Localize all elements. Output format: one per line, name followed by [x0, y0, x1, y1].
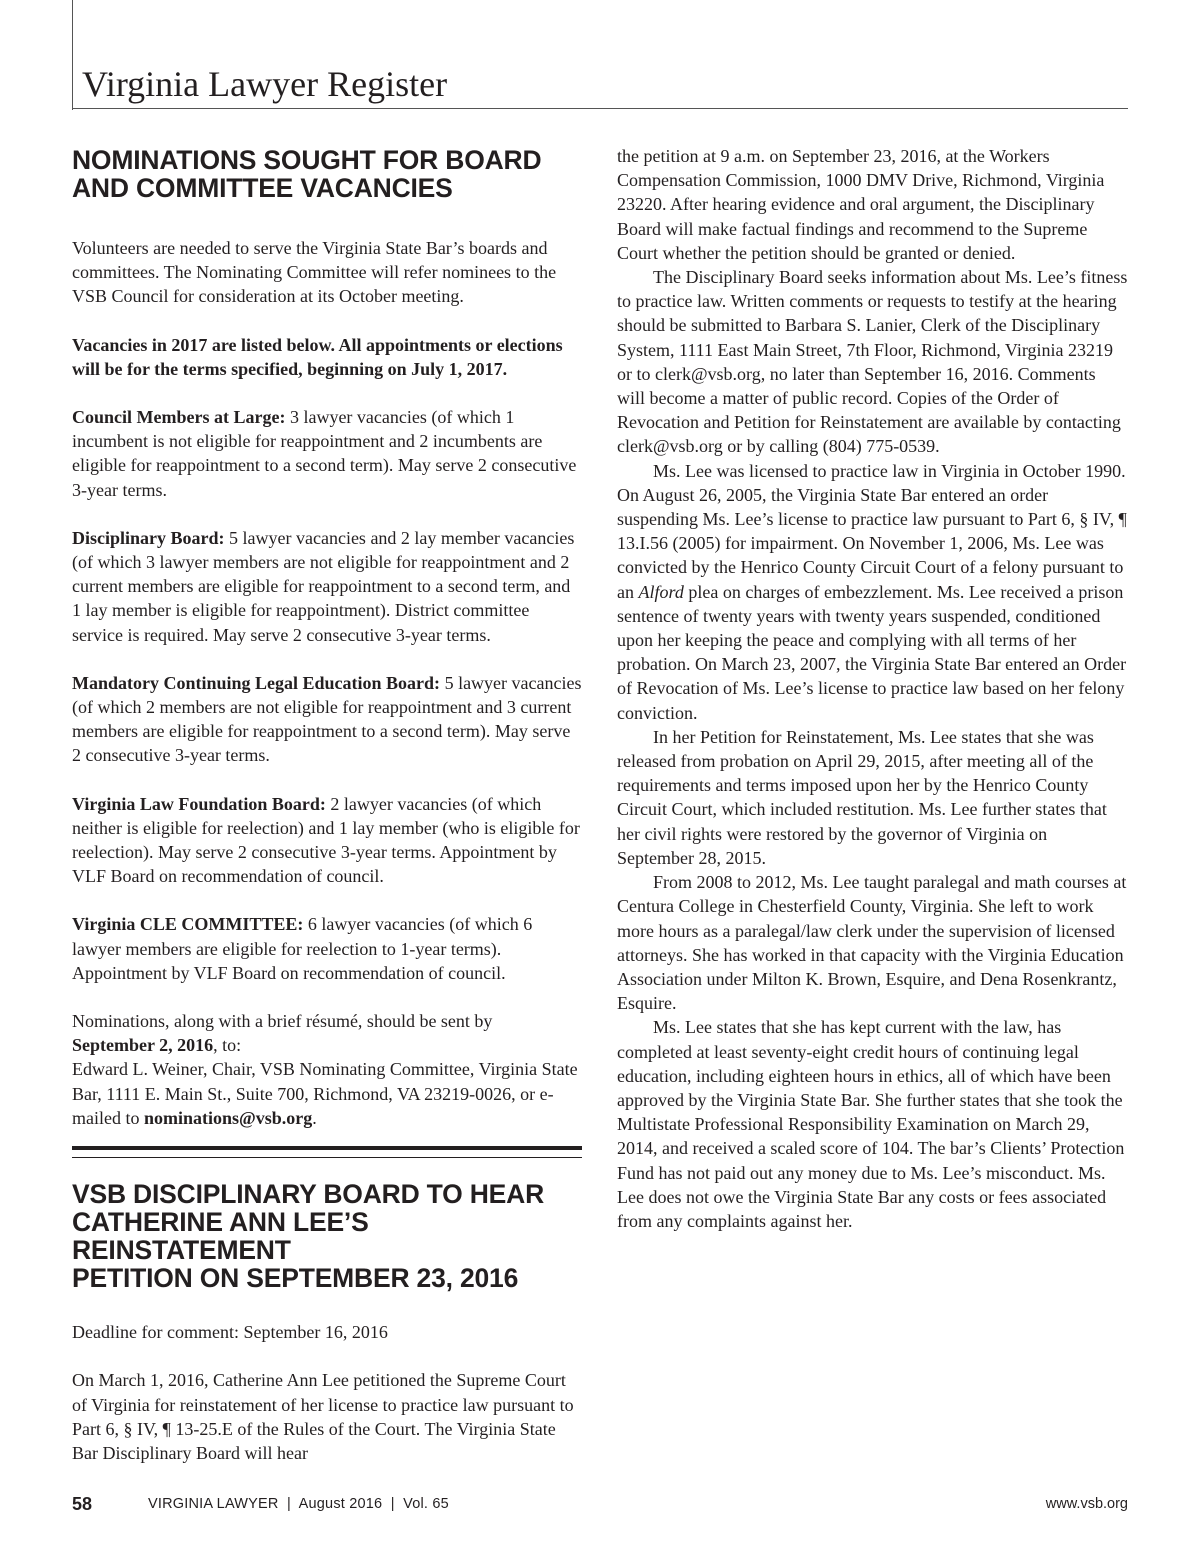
history-text-b: plea on charges of embezzlement. Ms. Lee received a prison sentence of twenty years with twenty years suspended, conditioned upon her keeping the peace and complying with all terms of her probation. On March 23, 2007, the Virginia State Bar entered an Order of Revocation of Ms. Lee’s license to practice law based on her felony conviction.	[617, 581, 1127, 723]
disciplinary-headline-line3: PETITION ON SEPTEMBER 23, 2016	[72, 1263, 519, 1294]
vacancy-label: Virginia Law Foundation Board:	[72, 793, 326, 814]
nominations-headline-line2: AND COMMITTEE VACANCIES	[72, 173, 453, 203]
send-date: September 2, 2016	[72, 1035, 214, 1056]
send-intro: Nominations, along with a brief résumé, should be sent by	[72, 1011, 493, 1032]
header-vertical-rule	[72, 0, 73, 110]
vacancy-cle-committee	[72, 912, 582, 985]
vacancy-text: 3 lawyer vacancies (of which 1 incumbent is not eligible for reappointment and 2 incumbents are eligible for reappointment to a second term). May serve 2 consecutive 3-year terms.	[72, 407, 577, 500]
vacancy-text: 6 lawyer vacancies (of which 6 lawyer members are eligible for reelection to 1-year terms). Appointment by VLF Board on recommendation of council.	[72, 914, 533, 983]
vacancy-disciplinary-board	[72, 526, 582, 647]
nominations-send-info	[72, 1009, 582, 1130]
nominations-headline-line1: NOMINATIONS SOUGHT FOR BOARD	[72, 145, 542, 175]
comments-paragraph: The Disciplinary Board seeks information about Ms. Lee’s fitness to practice law. Written comments or requests to testify at the hearing should be submitted to Barbara S. Lanier, Clerk of the Disciplinary System, 1111 East Main Street, 7th Floor, Richmond, Virginia 23219 or to clerk@vsb.org, no later than September 16, 2016. Comments will become a matter of public record. Copies of the Order of Revocation and Petition for Reinstatement are available by contacting clerk@vsb.org or by calling (804) 775-0539.	[617, 267, 1128, 457]
right-column	[617, 144, 1128, 1233]
history-paragraph	[617, 459, 1128, 725]
petition-paragraph-start: On March 1, 2016, Catherine Ann Lee petitioned the Supreme Court of Virginia for reinstatement of her license to practice law pursuant to Part 6, § IV, ¶ 13-25.E of the Rules of the Court. The Virginia State Bar Disciplinary Board will hear	[72, 1370, 574, 1463]
comment-deadline: Deadline for comment: September 16, 2016	[72, 1322, 388, 1343]
vacancy-label: Disciplinary Board:	[72, 527, 225, 548]
magazine-info: VIRGINIA LAWYER | August 2016 | Vol. 65	[148, 1496, 449, 1512]
history-text-a: Ms. Lee was licensed to practice law in Virginia in October 1990. On August 26, 2005, the Virginia State Bar entered an order suspending Ms. Lee’s license to practice law pursuant to Part 6, § IV, ¶ 13.I.56 (2005) for impairment. On November 1, 2006, Ms. Lee was convicted by the Henrico County Circuit Court of a felony pursuant to an	[617, 460, 1127, 602]
vacancy-vlf-board	[72, 792, 582, 889]
website-url[interactable]: www.vsb.org	[1045, 1496, 1128, 1512]
vacancy-mcle-board	[72, 671, 582, 768]
vacancy-label: Virginia CLE COMMITTEE:	[72, 914, 304, 935]
vacancies-note: Vacancies in 2017 are listed below. All appointments or elections will be for the terms specified, beginning on July 1, 2017.	[72, 334, 563, 379]
disciplinary-headline-line1: VSB DISCIPLINARY BOARD TO HEAR	[72, 1179, 545, 1210]
petition-paragraph-continued: the petition at 9 a.m. on September 23, 2016, at the Workers Compensation Commission, 1000 DMV Drive, Richmond, Virginia 23220. After hearing evidence and oral argument, the Disciplinary Board will make factual findings and recommend to the Supreme Court whether the petition should be granted or denied.	[617, 146, 1105, 263]
employment-paragraph: From 2008 to 2012, Ms. Lee taught paralegal and math courses at Centura College in Chesterfield County, Virginia. She left to work more hours as a paralegal/law clerk under the supervision of licensed attorneys. She has worked in that capacity with the Virginia Education Association under Milton K. Brown, Esquire, and Dena Rosenkrantz, Esquire.	[617, 872, 1127, 1014]
disciplinary-headline	[72, 1180, 582, 1292]
vacancy-text: 5 lawyer vacancies and 2 lay member vacancies (of which 3 lawyer members are not eligible for reappointment and 2 current members are eligible for reappointment to a second term, and 1 lay member is eligible for reappointment). District committee service is required. May serve 2 consecutive 3-year terms.	[72, 527, 575, 645]
page-number: 58	[72, 1494, 93, 1514]
header-horizontal-rule	[72, 108, 1128, 109]
vacancy-label: Mandatory Continuing Legal Education Board:	[72, 672, 441, 693]
reinstatement-paragraph: In her Petition for Reinstatement, Ms. Lee states that she was released from probation on April 29, 2015, after meeting all of the requirements and terms imposed upon her by the Henrico County Circuit Court, which included restitution. Ms. Lee further states that her civil rights were restored by the governor of Virginia on September 28, 2015.	[617, 726, 1107, 868]
vacancy-text: 2 lawyer vacancies (of which neither is eligible for reelection) and 1 lay member (who is eligible for reelection). May serve 2 consecutive 3-year terms. Appointment by VLF Board on recommendation of council.	[72, 793, 580, 887]
left-column	[72, 146, 582, 1465]
history-alford: Alford	[638, 581, 684, 602]
section-header-title: Virginia Lawyer Register	[82, 64, 448, 104]
vacancy-text: 5 lawyer vacancies (of which 2 members are not eligible for reappointment and 3 current members are eligible for reappointment to a second term). May serve 2 consecutive 3-year terms.	[72, 672, 582, 766]
send-to: , to:	[213, 1035, 242, 1056]
vacancy-label: Council Members at Large:	[72, 407, 286, 428]
send-address: Edward L. Weiner, Chair, VSB Nominating Committee, Virginia State Bar, 1111 E. Main St., Suite 700, Richmond, VA 23219-0026, or e-mailed to	[72, 1059, 578, 1128]
nominations-intro: Volunteers are needed to serve the Virginia State Bar’s boards and committees. The Nominating Committee will refer nominees to the VSB Council for consideration at its October meeting.	[72, 238, 557, 307]
disciplinary-headline-line2: CATHERINE ANN LEE’S REINSTATEMENT	[72, 1207, 369, 1266]
nominations-headline	[72, 146, 582, 202]
section-divider	[72, 1146, 582, 1158]
nominations-email-link[interactable]: nominations@vsb.org	[143, 1107, 313, 1128]
send-period: .	[312, 1107, 317, 1128]
education-paragraph: Ms. Lee states that she has kept current with the law, has completed at least seventy-eight credit hours of continuing legal education, including eighteen hours in ethics, all of which have been approved by the Virginia State Bar. She further states that she took the Multistate Professional Responsibility Examination on March 29, 2014, and received a scaled score of 104. The bar’s Clients’ Protection Fund has not paid out any money due to Ms. Lee’s misconduct. Ms. Lee does not owe the Virginia State Bar any costs or fees associated from any complaints against her.	[617, 1017, 1125, 1231]
vacancy-council	[72, 405, 582, 502]
